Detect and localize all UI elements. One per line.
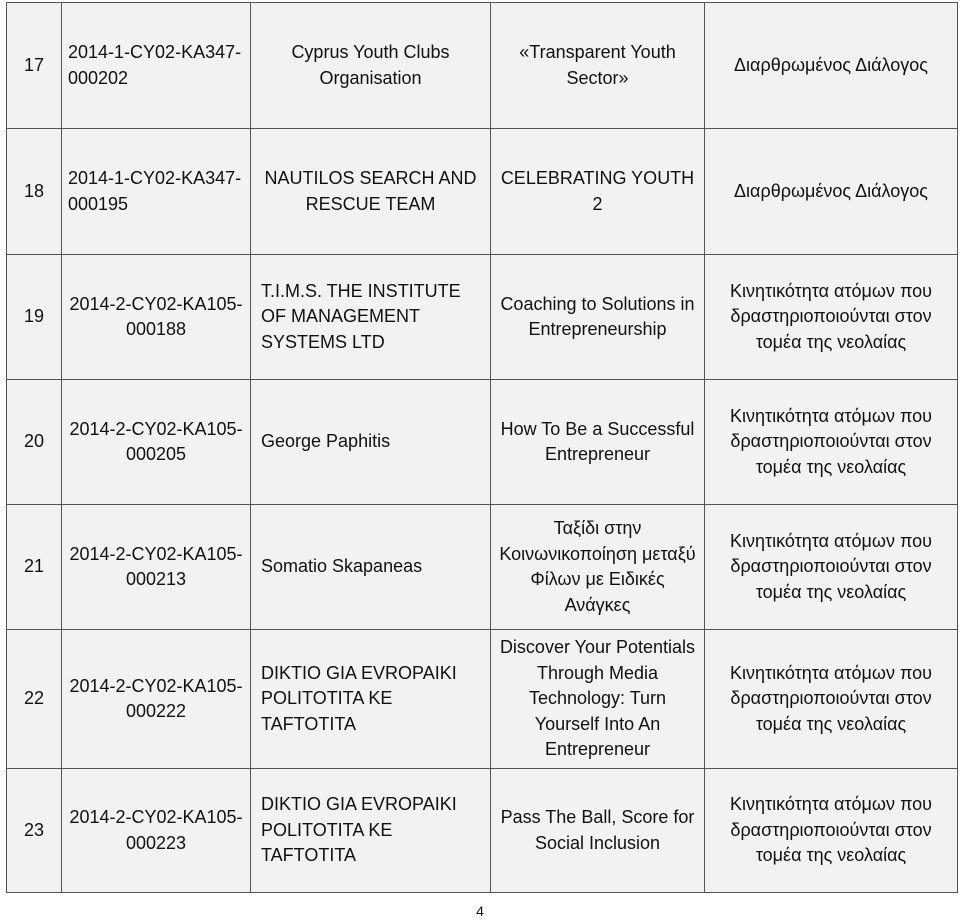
organisation-name: Cyprus Youth Clubs Organisation <box>251 3 491 129</box>
organisation-name: T.I.M.S. THE INSTITUTE OF MANAGEMENT SYSTEMS LTD <box>251 255 491 380</box>
organisation-name: DIKTIO GIA EVROPAIKI POLITOTITA KE TAFTOTITA <box>251 630 491 769</box>
project-title: Coaching to Solutions in Entrepreneurship <box>491 255 705 380</box>
row-number: 18 <box>7 129 62 255</box>
project-title: Discover Your Potentials Through Media Technology: Turn Yourself Into An Entrepreneur <box>491 630 705 769</box>
project-code: 2014-2-CY02-KA105-000213 <box>62 505 251 630</box>
projects-table <box>6 2 958 893</box>
table-row <box>7 380 958 505</box>
action-type: Κινητικότητα ατόμων που δραστηριοποιούνται στον τομέα της νεολαίας <box>705 769 958 893</box>
project-code: 2014-2-CY02-KA105-000222 <box>62 630 251 769</box>
action-type: Διαρθρωμένος Διάλογος <box>705 129 958 255</box>
table-row <box>7 3 958 129</box>
organisation-name: DIKTIO GIA EVROPAIKI POLITOTITA KE TAFTOTITA <box>251 769 491 893</box>
table-row <box>7 129 958 255</box>
organisation-name: George Paphitis <box>251 380 491 505</box>
row-number: 22 <box>7 630 62 769</box>
project-title: Ταξίδι στην Κοινωνικοποίηση μεταξύ Φίλων με Ειδικές Ανάγκες <box>491 505 705 630</box>
row-number: 17 <box>7 3 62 129</box>
action-type: Κινητικότητα ατόμων που δραστηριοποιούνται στον τομέα της νεολαίας <box>705 505 958 630</box>
action-type: Κινητικότητα ατόμων που δραστηριοποιούνται στον τομέα της νεολαίας <box>705 630 958 769</box>
row-number: 23 <box>7 769 62 893</box>
project-title: CELEBRATING YOUTH 2 <box>491 129 705 255</box>
page-number: 4 <box>476 903 484 919</box>
table-row <box>7 769 958 893</box>
organisation-name: Somatio Skapaneas <box>251 505 491 630</box>
project-code: 2014-2-CY02-KA105-000205 <box>62 380 251 505</box>
project-code: 2014-1-CY02-KA347-000195 <box>62 129 251 255</box>
row-number: 19 <box>7 255 62 380</box>
action-type: Κινητικότητα ατόμων που δραστηριοποιούνται στον τομέα της νεολαίας <box>705 380 958 505</box>
project-code: 2014-1-CY02-KA347-000202 <box>62 3 251 129</box>
table-row <box>7 255 958 380</box>
action-type: Κινητικότητα ατόμων που δραστηριοποιούνται στον τομέα της νεολαίας <box>705 255 958 380</box>
table-row <box>7 505 958 630</box>
action-type: Διαρθρωμένος Διάλογος <box>705 3 958 129</box>
project-title: Pass The Ball, Score for Social Inclusion <box>491 769 705 893</box>
project-code: 2014-2-CY02-KA105-000223 <box>62 769 251 893</box>
row-number: 21 <box>7 505 62 630</box>
table-row <box>7 630 958 769</box>
row-number: 20 <box>7 380 62 505</box>
project-code: 2014-2-CY02-KA105-000188 <box>62 255 251 380</box>
project-title: «Transparent Youth Sector» <box>491 3 705 129</box>
project-title: How To Be a Successful Entrepreneur <box>491 380 705 505</box>
organisation-name: NAUTILOS SEARCH AND RESCUE TEAM <box>251 129 491 255</box>
